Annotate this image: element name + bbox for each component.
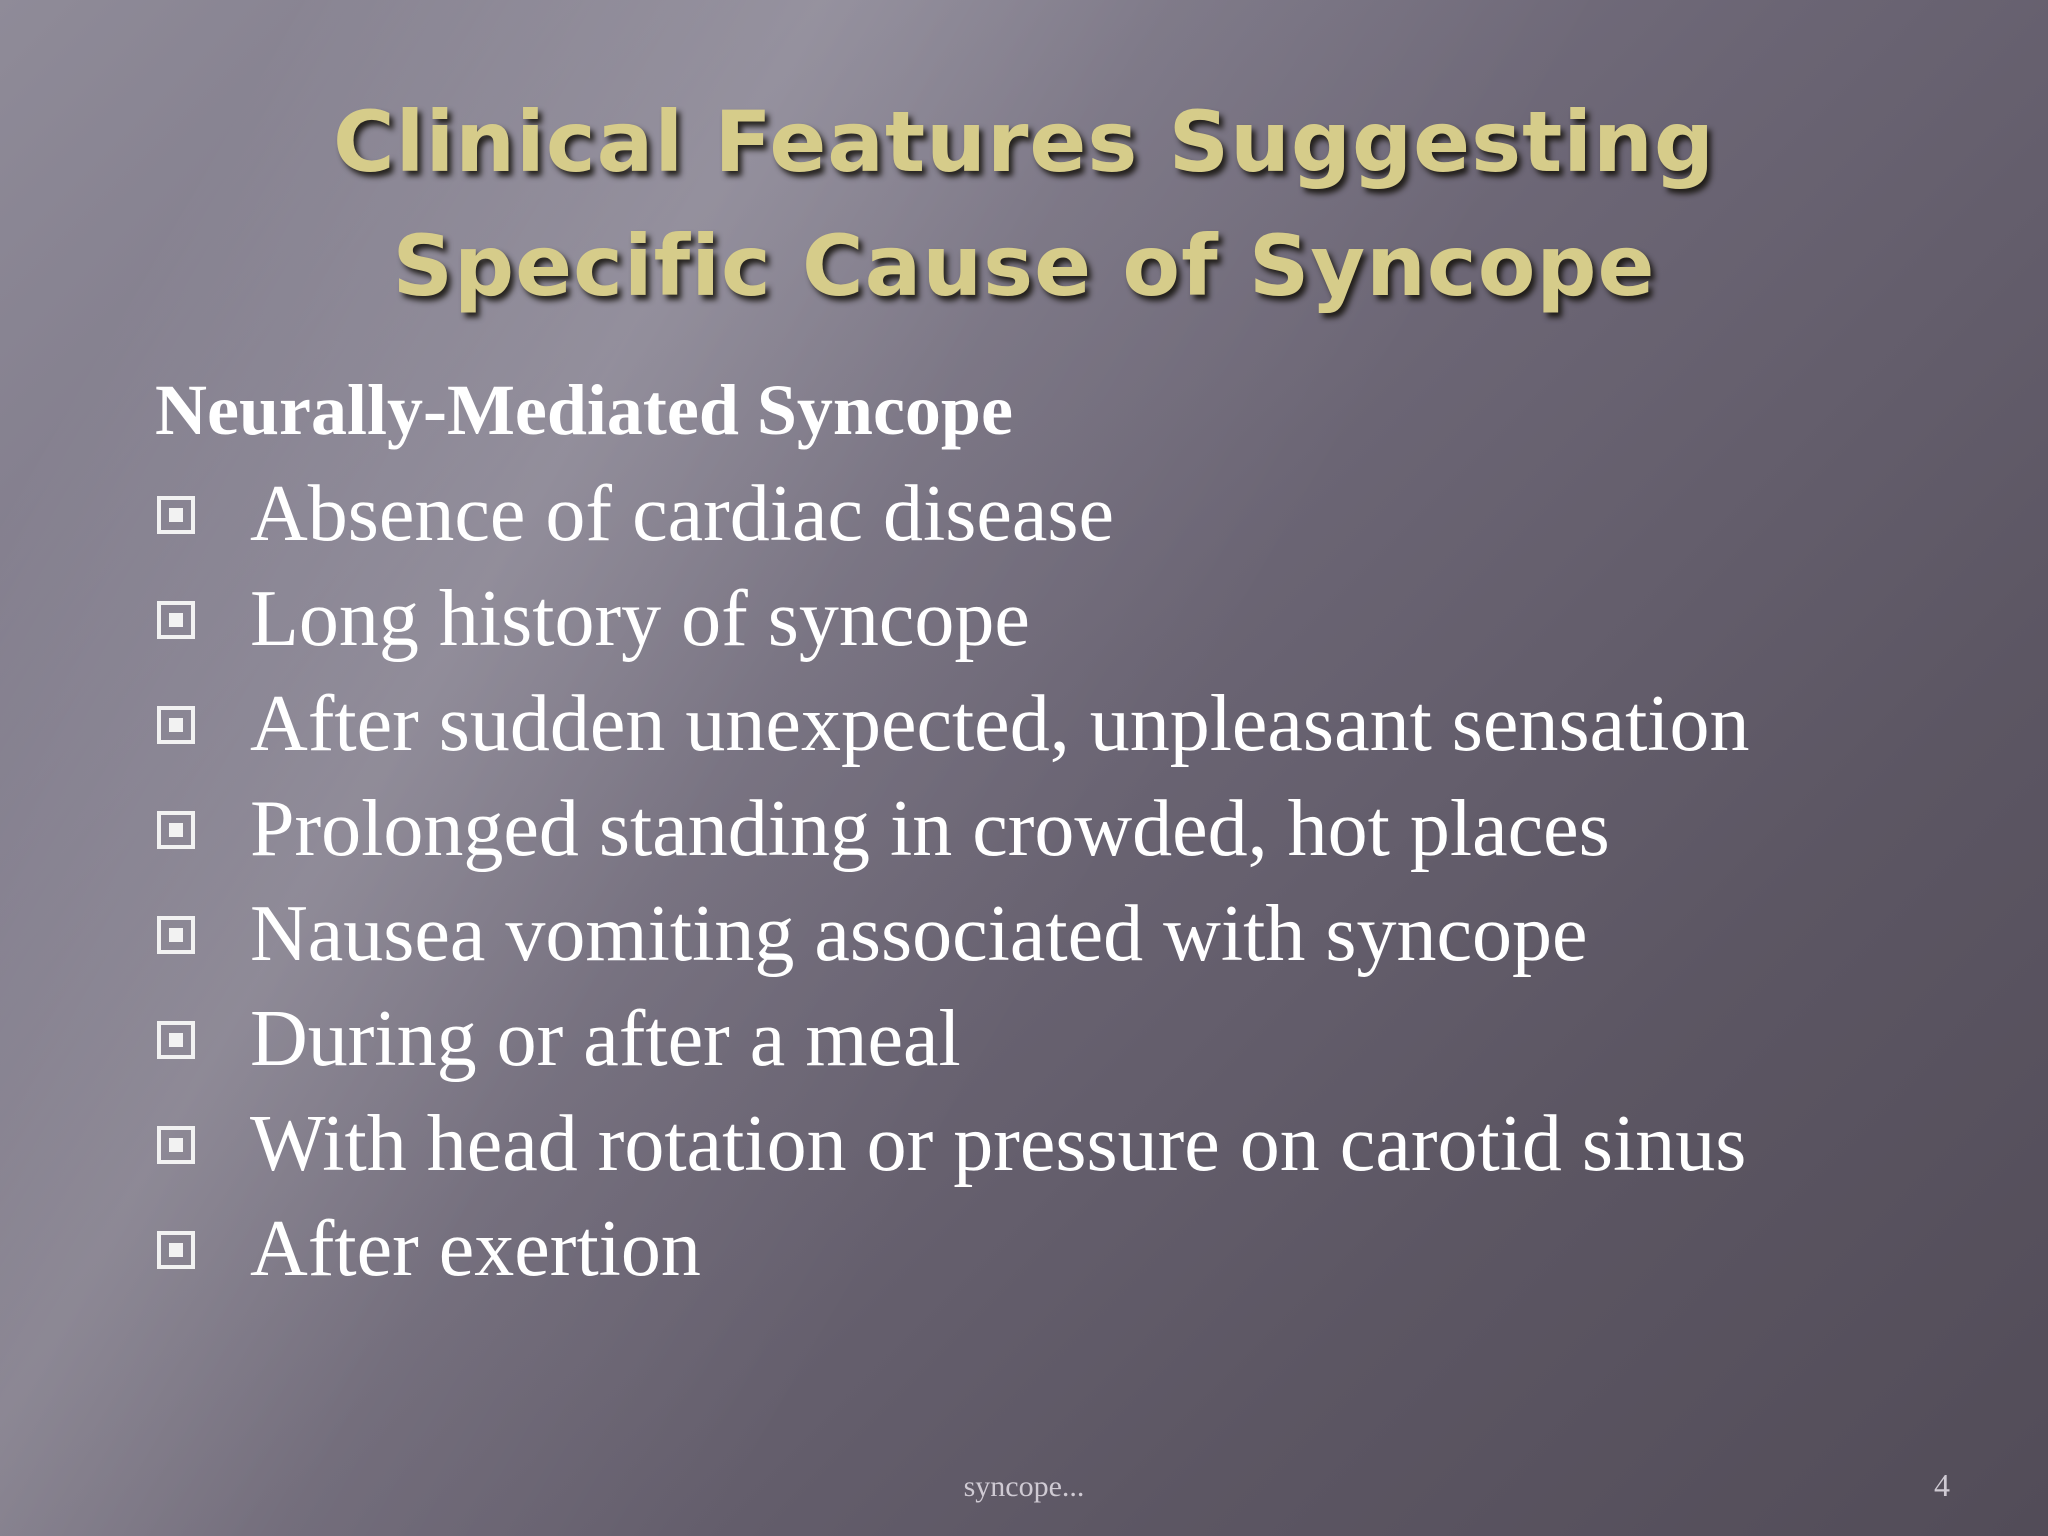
square-bullet-icon (157, 496, 195, 534)
square-bullet-icon (157, 601, 195, 639)
square-bullet-icon (157, 916, 195, 954)
list-item (155, 672, 2015, 777)
square-bullet-icon (157, 706, 195, 744)
slide-content (155, 358, 2015, 1302)
list-item (155, 1197, 2015, 1302)
bullet-list (155, 462, 2015, 1302)
title-line-2: Specific Cause of Syncope (392, 217, 1656, 315)
list-item (155, 882, 2015, 987)
list-item (155, 777, 2015, 882)
bullet-text: Nausea vomiting associated with syncope (250, 890, 1588, 978)
list-item (155, 987, 2015, 1092)
section-heading: Neurally-Mediated Syncope (155, 370, 1013, 450)
list-item (155, 1092, 2015, 1197)
square-bullet-icon (157, 1126, 195, 1164)
bullet-text: Absence of cardiac disease (250, 470, 1114, 558)
list-item (155, 462, 2015, 567)
bullet-text: Long history of syncope (250, 575, 1030, 663)
bullet-text: Prolonged standing in crowded, hot places (250, 785, 1610, 873)
bullet-text: After sudden unexpected, unpleasant sensation (250, 680, 1750, 768)
slide-number: 4 (1934, 1467, 1950, 1503)
square-bullet-icon (157, 1021, 195, 1059)
bullet-text: During or after a meal (250, 995, 961, 1083)
square-bullet-icon (157, 1231, 195, 1269)
square-bullet-icon (157, 811, 195, 849)
title-line-1: Clinical Features Suggesting (333, 93, 1715, 191)
bullet-text: With head rotation or pressure on carotid sinus (250, 1100, 1747, 1188)
bullet-text: After exertion (250, 1205, 701, 1293)
list-item (155, 567, 2015, 672)
slide-title (0, 80, 2048, 328)
slide-footer: syncope... (963, 1470, 1085, 1503)
